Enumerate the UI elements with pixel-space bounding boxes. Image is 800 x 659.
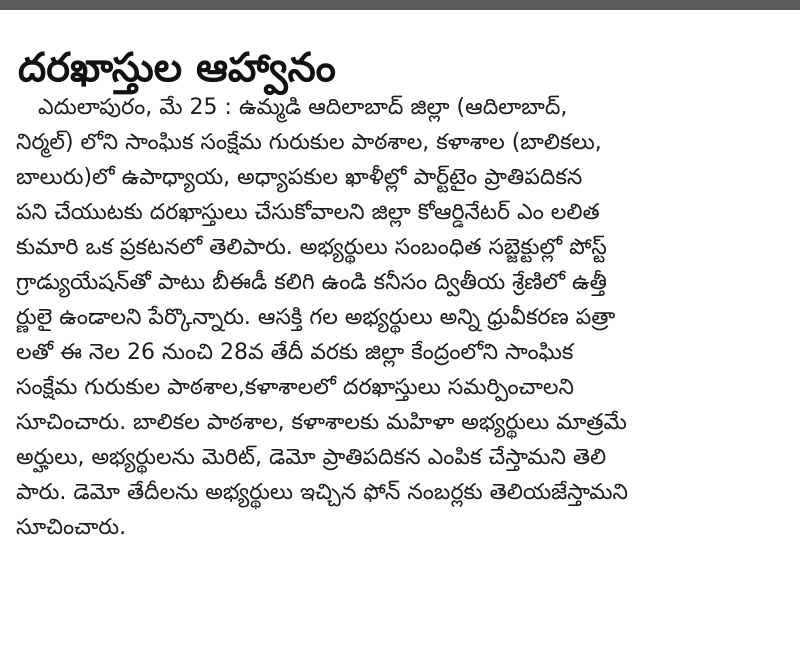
- article-line: సంక్షేమ గురుకుల పాఠశాల,కళాశాలలో దరఖాస్తులు సమర్పించాలని: [16, 375, 574, 400]
- article-line: సూచించారు. బాలికల పాఠశాల, కళాశాలకు మహిళా అభ్యర్థులు మాత్రమే: [16, 410, 627, 435]
- article-headline: దరఖాస్తుల ఆహ్వానం: [18, 45, 336, 91]
- article-line: అర్హులు, అభ్యర్థులను మెరిట్, డెమో ప్రాతిపదికన ఎంపిక చేస్తామని తెలి: [16, 445, 607, 470]
- article-line: బాలురు)లో ఉపాధ్యాయ, అధ్యాపకుల ఖాళీల్లో పార్ట్‌టైం ప్రాతిపదికన: [16, 165, 583, 190]
- article-line: సూచించారు.: [16, 515, 127, 540]
- article-body: [16, 90, 788, 545]
- article-line: పని చేయుటకు దరఖాస్తులు చేసుకోవాలని జిల్లా కోఆర్డినేటర్ ఎం లలిత: [16, 200, 600, 225]
- article-line: ర్ణులై ఉండాలని పేర్కొన్నారు. ఆసక్తి గల అభ్యర్థులు అన్ని ధ్రువీకరణ పత్రా: [16, 305, 616, 330]
- article-line: లతో ఈ నెల 26 నుంచి 28వ తేదీ వరకు జిల్లా కేంద్రంలోని సాంఘిక: [16, 340, 574, 365]
- article-line: పారు. డెమో తేదీలను అభ్యర్థులు ఇచ్చిన ఫోన్ నంబర్లకు తెలియజేస్తామని: [16, 480, 628, 505]
- article-line: గ్రాడ్యుయేషన్‌తో పాటు బీఈడీ కలిగి ఉండి కనీసం ద్వితీయ శ్రేణిలో ఉత్తీ: [16, 270, 607, 295]
- article-line: కుమారి ఒక ప్రకటనలో తెలిపారు. అభ్యర్థులు సంబంధిత సబ్జెక్టుల్లో పోస్ట్: [16, 235, 607, 260]
- article-line: నిర్మల్) లోని సాంఘిక సంక్షేమ గురుకుల పాఠశాల, కళాశాల (బాలికలు,: [16, 130, 602, 155]
- top-divider: [0, 0, 800, 10]
- article-line: ఎదులాపురం, మే 25 : ఉమ్మడి ఆదిలాబాద్ జిల్లా (ఆదిలాబాద్,: [38, 95, 568, 120]
